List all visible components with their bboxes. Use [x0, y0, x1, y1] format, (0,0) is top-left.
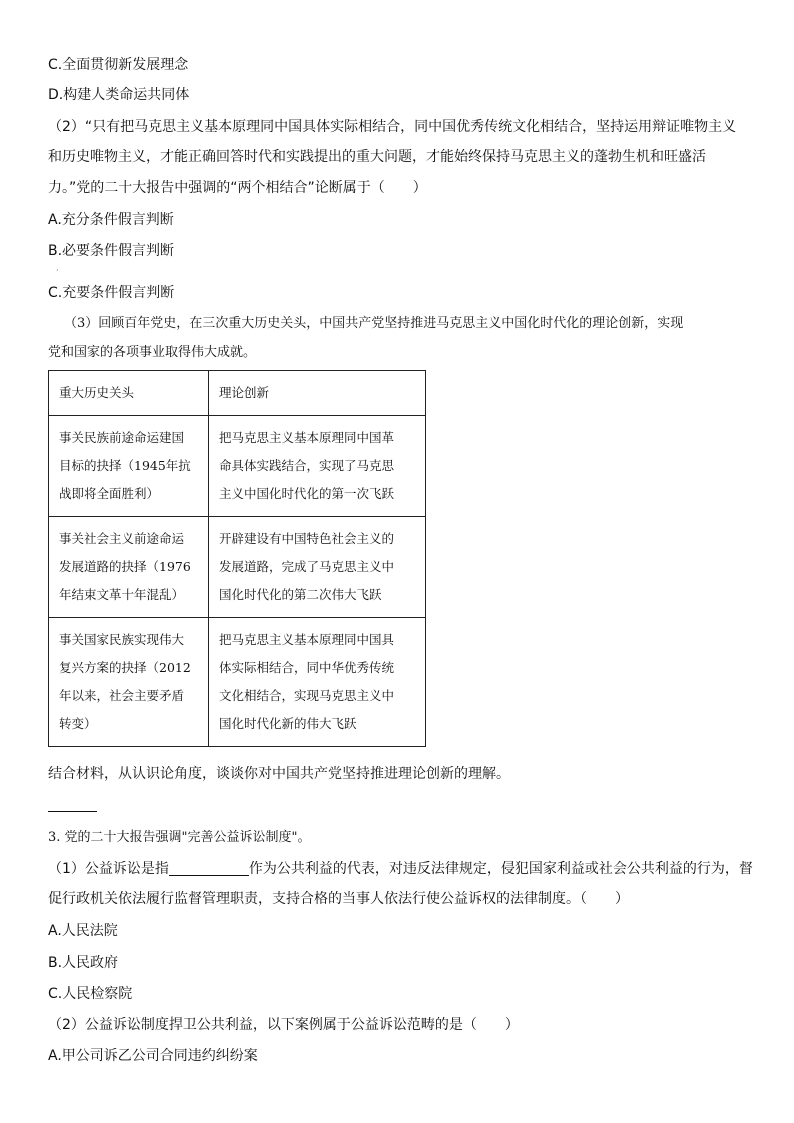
problem-3-q1-line-2: 促行政机关依法履行监督管理职责，支持合格的当事人依法行使公益诉权的法律制度。（ ）	[48, 891, 629, 907]
stray-dot: ·	[56, 266, 59, 275]
table-row	[49, 517, 426, 618]
question-3-text-line-2: 党和国家的各项事业取得伟大成就。	[48, 345, 257, 360]
question-2-text-line-1: （2）“只有把马克思主义基本原理同中国具体实际相结合，同中国优秀传统文化相结合，坚持运用辩证唯物主义	[48, 119, 737, 135]
problem-3-option-c: C.人民检察院	[48, 986, 133, 1002]
section-divider	[48, 811, 97, 812]
question-2-text-line-3: 力。”党的二十大报告中强调的“两个相结合”论断属于（ ）	[48, 180, 427, 196]
question-3-prompt: 结合材料，从认识论角度，谈谈你对中国共产党坚持推进理论创新的理解。	[48, 766, 510, 782]
problem-3-q1-prefix: （1）公益诉讼是指	[48, 861, 169, 877]
question-3-text-line-1: （3）回顾百年党史，在三次重大历史关头，中国共产党坚持推进马克思主义中国化时代化的理论创新，实现	[64, 316, 684, 331]
question-2-option-b: B.必要条件假言判断	[48, 243, 175, 259]
table-cell-innovation: 把马克思主义基本原理同中国革 命具体实践结合，实现了马克思 主义中国化时代化的第一次飞跃	[209, 416, 426, 517]
problem-3-q2-option-a: A.甲公司诉乙公司合同违约纠纷案	[48, 1048, 258, 1064]
table-cell-innovation: 开辟建设有中国特色社会主义的 发展道路，完成了马克思主义中 国化时代化的第二次伟大飞跃	[209, 517, 426, 618]
question-2-option-c: C.充要条件假言判断	[48, 285, 175, 301]
table-cell-innovation: 把马克思主义基本原理同中国具 体实际相结合，同中华优秀传统 文化相结合，实现马克思主义中 国化时代化新的伟大飞跃	[209, 618, 426, 747]
history-table	[48, 370, 426, 747]
table-header-cell: 重大历史关头	[49, 371, 209, 416]
table-cell-moment: 事关民族前途命运建国 目标的抉择（1945年抗 战即将全面胜利）	[49, 416, 209, 517]
question-2-text-line-2: 和历史唯物主义，才能正确回答时代和实践提出的重大问题，才能始终保持马克思主义的蓬勃生机和旺盛活	[48, 149, 706, 165]
problem-3-option-a: A.人民法院	[48, 923, 118, 939]
problem-3-q2-text: （2）公益诉讼制度捍卫公共利益，以下案例属于公益诉讼范畴的是（ ）	[48, 1017, 519, 1033]
table-header-cell: 理论创新	[209, 371, 426, 416]
problem-3-q1-line-1	[48, 859, 753, 879]
table-row	[49, 618, 426, 747]
problem-3-q1-suffix: 作为公共利益的代表，对违反法律规定，侵犯国家利益或社会公共利益的行为，督	[248, 861, 753, 877]
table-cell-moment: 事关国家民族实现伟大 复兴方案的抉择（2012 年以来，社会主要矛盾 转变）	[49, 618, 209, 747]
answer-blank	[169, 859, 249, 876]
problem-3-option-b: B.人民政府	[48, 955, 119, 971]
problem-3-title: 3. 党的二十大报告强调"完善公益诉讼制度"。	[48, 830, 311, 845]
option-d-line: D.构建人类命运共同体	[48, 87, 190, 103]
table-cell-moment: 事关社会主义前途命运 发展道路的抉择（1976 年结束文革十年混乱）	[49, 517, 209, 618]
table-row	[49, 416, 426, 517]
option-c-line: C.全面贯彻新发展理念	[48, 57, 189, 73]
question-2-option-a: A.充分条件假言判断	[48, 212, 174, 228]
table-header-row	[49, 371, 426, 416]
